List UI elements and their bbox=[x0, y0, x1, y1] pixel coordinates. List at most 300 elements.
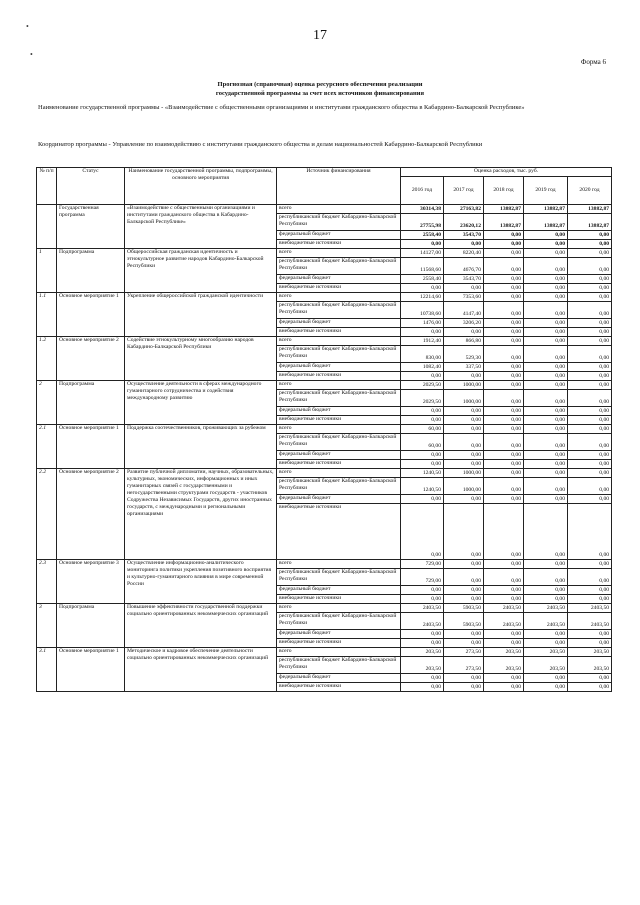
amount-cell: 0,00 bbox=[524, 569, 568, 586]
amount-cell: 0,00 bbox=[524, 595, 568, 604]
amount-cell: 0,00 bbox=[484, 469, 524, 478]
amount-cell: 0,00 bbox=[484, 381, 524, 390]
amount-cell: 203,50 bbox=[401, 648, 444, 657]
funding-source: всего bbox=[277, 648, 401, 657]
row-number: 2 bbox=[37, 381, 57, 425]
funding-source: внебюджетные источники bbox=[277, 328, 401, 337]
amount-cell: 0,00 bbox=[568, 302, 612, 319]
table-row bbox=[37, 205, 612, 214]
funding-source: внебюджетные источники bbox=[277, 683, 401, 692]
amount-cell: 0,00 bbox=[484, 240, 524, 249]
amount-cell: 0,00 bbox=[484, 407, 524, 416]
amount-cell: 0,00 bbox=[444, 407, 484, 416]
amount-cell: 0,00 bbox=[484, 390, 524, 407]
amount-cell: 0,00 bbox=[524, 407, 568, 416]
row-status: Подпрограмма bbox=[57, 604, 125, 648]
amount-cell: 0,00 bbox=[444, 630, 484, 639]
row-name: Поддержка соотечественников, проживающих за рубежом bbox=[125, 425, 277, 469]
funding-source: внебюджетные источники bbox=[277, 240, 401, 249]
amount-cell: 0,00 bbox=[484, 586, 524, 595]
amount-cell: 0,00 bbox=[484, 275, 524, 284]
row-number: 2.1 bbox=[37, 425, 57, 469]
amount-cell: 0,00 bbox=[484, 328, 524, 337]
funding-source: республиканский бюджет Кабардино-Балкарской Республики bbox=[277, 214, 401, 231]
amount-cell: 0,00 bbox=[484, 630, 524, 639]
amount-cell: 2403,50 bbox=[524, 613, 568, 630]
row-name: Повышение эффективности государственной поддержки социально ориентированных некоммерческих организаций bbox=[125, 604, 277, 648]
funding-source: республиканский бюджет Кабардино-Балкарской Республики bbox=[277, 434, 401, 451]
amount-cell: 0,00 bbox=[568, 586, 612, 595]
amount-cell: 60,00 bbox=[401, 425, 444, 434]
funding-source: всего bbox=[277, 249, 401, 258]
amount-cell: 0,00 bbox=[568, 639, 612, 648]
amount-cell: 1000,00 bbox=[444, 469, 484, 478]
row-status: Основное мероприятие 2 bbox=[57, 337, 125, 381]
amount-cell: 8220,40 bbox=[444, 249, 484, 258]
funding-source: федеральный бюджет bbox=[277, 319, 401, 328]
amount-cell: 0,00 bbox=[401, 586, 444, 595]
amount-cell: 27163,82 bbox=[444, 205, 484, 214]
amount-cell: 13882,87 bbox=[524, 214, 568, 231]
amount-cell: 1240,50 bbox=[401, 478, 444, 495]
amount-cell: 0,00 bbox=[484, 434, 524, 451]
amount-cell: 0,00 bbox=[568, 284, 612, 293]
amount-cell: 0,00 bbox=[568, 407, 612, 416]
amount-cell: 203,50 bbox=[524, 648, 568, 657]
funding-source: всего bbox=[277, 293, 401, 302]
amount-cell: 0,00 bbox=[568, 504, 612, 560]
amount-cell: 0,00 bbox=[484, 249, 524, 258]
table-row bbox=[37, 249, 612, 258]
amount-cell: 10738,60 bbox=[401, 302, 444, 319]
amount-cell: 2558,40 bbox=[401, 231, 444, 240]
amount-cell: 4147,40 bbox=[444, 302, 484, 319]
amount-cell: 0,00 bbox=[568, 240, 612, 249]
amount-cell: 0,00 bbox=[444, 586, 484, 595]
amount-cell: 0,00 bbox=[484, 302, 524, 319]
amount-cell: 0,00 bbox=[524, 372, 568, 381]
amount-cell: 529,30 bbox=[444, 346, 484, 363]
amount-cell: 0,00 bbox=[568, 363, 612, 372]
amount-cell: 13882,87 bbox=[484, 205, 524, 214]
coordinator-line: Координатор программы - Управление по взаимодействию с институтами гражданского общества и делам национальностей Кабардино-Балкарской Республики bbox=[38, 141, 483, 148]
funding-source: республиканский бюджет Кабардино-Балкарской Республики bbox=[277, 390, 401, 407]
amount-cell: 0,00 bbox=[568, 595, 612, 604]
row-number: 1.1 bbox=[37, 293, 57, 337]
amount-cell: 830,00 bbox=[401, 346, 444, 363]
document-title bbox=[60, 80, 580, 98]
amount-cell: 0,00 bbox=[568, 390, 612, 407]
amount-cell: 0,00 bbox=[444, 569, 484, 586]
amount-cell: 0,00 bbox=[484, 337, 524, 346]
amount-cell: 0,00 bbox=[444, 560, 484, 569]
amount-cell: 0,00 bbox=[524, 390, 568, 407]
amount-cell: 273,50 bbox=[444, 657, 484, 674]
amount-cell: 0,00 bbox=[484, 284, 524, 293]
amount-cell: 203,50 bbox=[568, 648, 612, 657]
amount-cell: 0,00 bbox=[568, 337, 612, 346]
amount-cell: 4676,70 bbox=[444, 258, 484, 275]
funding-source: федеральный бюджет bbox=[277, 275, 401, 284]
amount-cell: 0,00 bbox=[524, 249, 568, 258]
amount-cell: 0,00 bbox=[401, 630, 444, 639]
amount-cell: 1000,00 bbox=[444, 381, 484, 390]
amount-cell: 0,00 bbox=[484, 425, 524, 434]
amount-cell: 2029,50 bbox=[401, 390, 444, 407]
row-number: 2.3 bbox=[37, 560, 57, 604]
funding-source: федеральный бюджет bbox=[277, 630, 401, 639]
amount-cell: 0,00 bbox=[524, 346, 568, 363]
amount-cell: 5903,50 bbox=[444, 613, 484, 630]
amount-cell: 13882,87 bbox=[524, 205, 568, 214]
amount-cell: 0,00 bbox=[444, 460, 484, 469]
row-name: Общероссийская гражданская идентичность и этнокультурное развитие народов Кабардино-Балкарской Республики bbox=[125, 249, 277, 293]
funding-source: республиканский бюджет Кабардино-Балкарской Республики bbox=[277, 569, 401, 586]
amount-cell: 0,00 bbox=[401, 451, 444, 460]
funding-source: внебюджетные источники bbox=[277, 639, 401, 648]
row-name: Осуществление информационно-аналитического мониторинга политики укрепления позитивного восприятия и культурно-гуманитарного влияния в мире современной России bbox=[125, 560, 277, 604]
amount-cell: 2558,40 bbox=[401, 275, 444, 284]
funding-source: республиканский бюджет Кабардино-Балкарской Республики bbox=[277, 657, 401, 674]
amount-cell: 0,00 bbox=[484, 346, 524, 363]
amount-cell: 0,00 bbox=[484, 595, 524, 604]
amount-cell: 729,00 bbox=[401, 569, 444, 586]
amount-cell: 0,00 bbox=[524, 302, 568, 319]
amount-cell: 0,00 bbox=[401, 504, 444, 560]
program-name-line: Наименование государственной программы - «Взаимодействие с общественными организациями и институтами гражданского общества в Кабардино-Балкарской Республике» bbox=[38, 104, 525, 111]
funding-source: внебюджетные источники bbox=[277, 372, 401, 381]
funding-source: всего bbox=[277, 381, 401, 390]
amount-cell: 0,00 bbox=[568, 416, 612, 425]
amount-cell: 0,00 bbox=[484, 372, 524, 381]
amount-cell: 729,00 bbox=[401, 560, 444, 569]
amount-cell: 1082,40 bbox=[401, 363, 444, 372]
funding-source: федеральный бюджет bbox=[277, 586, 401, 595]
header-num: № п/п bbox=[37, 168, 57, 205]
funding-source: федеральный бюджет bbox=[277, 674, 401, 683]
amount-cell: 0,00 bbox=[444, 451, 484, 460]
amount-cell: 1476,00 bbox=[401, 319, 444, 328]
amount-cell: 0,00 bbox=[568, 451, 612, 460]
amount-cell: 2403,50 bbox=[484, 604, 524, 613]
amount-cell: 203,50 bbox=[484, 657, 524, 674]
row-status: Государственная программа bbox=[57, 205, 125, 249]
amount-cell: 0,00 bbox=[401, 639, 444, 648]
row-number bbox=[37, 205, 57, 249]
row-name: Методическое и кадровое обеспечение деятельности социально ориентированных некоммерческих организаций bbox=[125, 648, 277, 692]
amount-cell: 0,00 bbox=[524, 683, 568, 692]
funding-source: республиканский бюджет Кабардино-Балкарской Республики bbox=[277, 258, 401, 275]
amount-cell: 2403,50 bbox=[524, 604, 568, 613]
amount-cell: 0,00 bbox=[568, 495, 612, 504]
amount-cell: 0,00 bbox=[524, 319, 568, 328]
table-row bbox=[37, 560, 612, 569]
amount-cell: 13882,87 bbox=[484, 214, 524, 231]
amount-cell: 0,00 bbox=[524, 478, 568, 495]
funding-source: федеральный бюджет bbox=[277, 407, 401, 416]
header-year: 2016 год bbox=[401, 177, 444, 205]
amount-cell: 0,00 bbox=[524, 381, 568, 390]
amount-cell: 0,00 bbox=[444, 504, 484, 560]
amount-cell: 0,00 bbox=[524, 284, 568, 293]
corner-mark: • bbox=[30, 50, 33, 59]
funding-source: внебюджетные источники bbox=[277, 595, 401, 604]
amount-cell: 0,00 bbox=[444, 284, 484, 293]
row-status: Основное мероприятие 2 bbox=[57, 469, 125, 560]
row-name: Содействие этнокультурному многообразию народов Кабардино-Балкарской Республики bbox=[125, 337, 277, 381]
amount-cell: 3543,70 bbox=[444, 275, 484, 284]
row-name: «Взаимодействие с общественными организациями и институтами гражданского общества в Кабардино-Балкарской Республике» bbox=[125, 205, 277, 249]
amount-cell: 0,00 bbox=[444, 416, 484, 425]
header-status: Статус bbox=[57, 168, 125, 205]
amount-cell: 0,00 bbox=[568, 630, 612, 639]
amount-cell: 0,00 bbox=[568, 683, 612, 692]
amount-cell: 0,00 bbox=[401, 495, 444, 504]
amount-cell: 1240,50 bbox=[401, 469, 444, 478]
table-row bbox=[37, 381, 612, 390]
amount-cell: 0,00 bbox=[524, 460, 568, 469]
amount-cell: 203,50 bbox=[484, 648, 524, 657]
amount-cell: 0,00 bbox=[568, 319, 612, 328]
table-row bbox=[37, 648, 612, 657]
amount-cell: 0,00 bbox=[524, 560, 568, 569]
amount-cell: 0,00 bbox=[568, 372, 612, 381]
amount-cell: 0,00 bbox=[524, 416, 568, 425]
amount-cell: 0,00 bbox=[524, 240, 568, 249]
amount-cell: 0,00 bbox=[568, 293, 612, 302]
amount-cell: 0,00 bbox=[524, 425, 568, 434]
amount-cell: 0,00 bbox=[484, 674, 524, 683]
amount-cell: 14127,00 bbox=[401, 249, 444, 258]
funding-source: внебюджетные источники bbox=[277, 416, 401, 425]
header-year: 2020 год bbox=[568, 177, 612, 205]
row-number: 3 bbox=[37, 604, 57, 648]
row-status: Основное мероприятие 1 bbox=[57, 293, 125, 337]
funding-source: внебюджетные источники bbox=[277, 504, 401, 560]
amount-cell: 2403,50 bbox=[401, 604, 444, 613]
amount-cell: 203,50 bbox=[568, 657, 612, 674]
table-row bbox=[37, 604, 612, 613]
amount-cell: 0,00 bbox=[484, 495, 524, 504]
funding-source: всего bbox=[277, 469, 401, 478]
amount-cell: 0,00 bbox=[524, 258, 568, 275]
funding-source: республиканский бюджет Кабардино-Балкарской Республики bbox=[277, 346, 401, 363]
amount-cell: 0,00 bbox=[524, 231, 568, 240]
amount-cell: 0,00 bbox=[568, 231, 612, 240]
amount-cell: 13882,87 bbox=[568, 205, 612, 214]
amount-cell: 0,00 bbox=[484, 258, 524, 275]
funding-source: всего bbox=[277, 425, 401, 434]
amount-cell: 0,00 bbox=[524, 495, 568, 504]
amount-cell: 1912,40 bbox=[401, 337, 444, 346]
amount-cell: 3206,20 bbox=[444, 319, 484, 328]
header-source: Источник финансирования bbox=[277, 168, 401, 205]
amount-cell: 13882,87 bbox=[568, 214, 612, 231]
amount-cell: 0,00 bbox=[444, 425, 484, 434]
amount-cell: 0,00 bbox=[401, 595, 444, 604]
amount-cell: 0,00 bbox=[524, 363, 568, 372]
amount-cell: 30314,38 bbox=[401, 205, 444, 214]
amount-cell: 0,00 bbox=[568, 478, 612, 495]
page-number: 17 bbox=[313, 28, 327, 43]
row-status: Подпрограмма bbox=[57, 249, 125, 293]
header-name: Наименование государственной программы, подпрограммы, основного мероприятия bbox=[125, 168, 277, 205]
amount-cell: 1000,00 bbox=[444, 478, 484, 495]
amount-cell: 203,50 bbox=[524, 657, 568, 674]
form-label: Форма 6 bbox=[580, 58, 606, 66]
amount-cell: 866,80 bbox=[444, 337, 484, 346]
amount-cell: 27755,98 bbox=[401, 214, 444, 231]
table-row bbox=[37, 293, 612, 302]
amount-cell: 0,00 bbox=[524, 469, 568, 478]
corner-mark: • bbox=[26, 22, 29, 31]
amount-cell: 0,00 bbox=[401, 407, 444, 416]
amount-cell: 0,00 bbox=[524, 293, 568, 302]
amount-cell: 23620,12 bbox=[444, 214, 484, 231]
funding-source: всего bbox=[277, 337, 401, 346]
row-status: Основное мероприятие 1 bbox=[57, 425, 125, 469]
amount-cell: 0,00 bbox=[568, 425, 612, 434]
row-name: Осуществление деятельности в сферах международного гуманитарного сотрудничества и содействия международному развитию bbox=[125, 381, 277, 425]
amount-cell: 0,00 bbox=[568, 249, 612, 258]
funding-source: федеральный бюджет bbox=[277, 231, 401, 240]
amount-cell: 0,00 bbox=[568, 275, 612, 284]
amount-cell: 0,00 bbox=[401, 240, 444, 249]
amount-cell: 0,00 bbox=[484, 231, 524, 240]
header-year: 2019 год bbox=[524, 177, 568, 205]
amount-cell: 0,00 bbox=[401, 284, 444, 293]
amount-cell: 3543,70 bbox=[444, 231, 484, 240]
amount-cell: 0,00 bbox=[524, 639, 568, 648]
amount-cell: 0,00 bbox=[484, 569, 524, 586]
amount-cell: 0,00 bbox=[568, 469, 612, 478]
amount-cell: 0,00 bbox=[524, 328, 568, 337]
amount-cell: 60,00 bbox=[401, 434, 444, 451]
amount-cell: 337,50 bbox=[444, 363, 484, 372]
funding-source: всего bbox=[277, 604, 401, 613]
amount-cell: 2403,50 bbox=[484, 613, 524, 630]
amount-cell: 0,00 bbox=[484, 363, 524, 372]
amount-cell: 273,50 bbox=[444, 648, 484, 657]
table-row bbox=[37, 469, 612, 478]
amount-cell: 2403,50 bbox=[401, 613, 444, 630]
funding-source: всего bbox=[277, 560, 401, 569]
amount-cell: 0,00 bbox=[524, 337, 568, 346]
amount-cell: 0,00 bbox=[484, 293, 524, 302]
amount-cell: 0,00 bbox=[484, 504, 524, 560]
amount-cell: 0,00 bbox=[568, 434, 612, 451]
amount-cell: 0,00 bbox=[524, 434, 568, 451]
row-name: Укрепление общероссийской гражданской идентичности bbox=[125, 293, 277, 337]
amount-cell: 0,00 bbox=[524, 451, 568, 460]
amount-cell: 0,00 bbox=[524, 674, 568, 683]
amount-cell: 0,00 bbox=[401, 683, 444, 692]
amount-cell: 0,00 bbox=[484, 319, 524, 328]
row-number: 1 bbox=[37, 249, 57, 293]
amount-cell: 0,00 bbox=[484, 683, 524, 692]
funding-source: федеральный бюджет bbox=[277, 451, 401, 460]
title-line: государственной программы за счет всех источников финансирования bbox=[215, 90, 425, 97]
amount-cell: 0,00 bbox=[401, 674, 444, 683]
funding-source: республиканский бюджет Кабардино-Балкарской Республики bbox=[277, 613, 401, 630]
amount-cell: 2403,50 bbox=[568, 604, 612, 613]
amount-cell: 0,00 bbox=[401, 460, 444, 469]
funding-source: республиканский бюджет Кабардино-Балкарской Республики bbox=[277, 478, 401, 495]
table-row bbox=[37, 337, 612, 346]
row-status: Основное мероприятие 3 bbox=[57, 560, 125, 604]
amount-cell: 0,00 bbox=[444, 683, 484, 692]
amount-cell: 0,00 bbox=[444, 595, 484, 604]
amount-cell: 2029,50 bbox=[401, 381, 444, 390]
resource-table bbox=[36, 167, 612, 692]
amount-cell: 0,00 bbox=[401, 328, 444, 337]
funding-source: республиканский бюджет Кабардино-Балкарской Республики bbox=[277, 302, 401, 319]
header-year: 2018 год bbox=[484, 177, 524, 205]
row-name: Развитие публичной дипломатии, научных, образовательных, культурных, экономических, информационных и иных гуманитарных связей с государственными и негосударственными структурами государств - участников Содружества Независимых Государств, других иностранных государств, с международными и региональными организациями bbox=[125, 469, 277, 560]
amount-cell: 0,00 bbox=[484, 416, 524, 425]
row-number: 1.2 bbox=[37, 337, 57, 381]
amount-cell: 0,00 bbox=[444, 434, 484, 451]
header-estimate: Оценка расходов, тыс. руб. bbox=[401, 168, 612, 177]
amount-cell: 5903,50 bbox=[444, 604, 484, 613]
row-number: 3.1 bbox=[37, 648, 57, 692]
amount-cell: 0,00 bbox=[568, 346, 612, 363]
amount-cell: 0,00 bbox=[444, 674, 484, 683]
amount-cell: 0,00 bbox=[401, 372, 444, 381]
amount-cell: 0,00 bbox=[524, 630, 568, 639]
amount-cell: 0,00 bbox=[484, 478, 524, 495]
amount-cell: 12214,60 bbox=[401, 293, 444, 302]
amount-cell: 0,00 bbox=[444, 372, 484, 381]
amount-cell: 0,00 bbox=[484, 560, 524, 569]
amount-cell: 0,00 bbox=[568, 569, 612, 586]
amount-cell: 0,00 bbox=[524, 586, 568, 595]
amount-cell: 0,00 bbox=[444, 328, 484, 337]
amount-cell: 0,00 bbox=[568, 460, 612, 469]
amount-cell: 0,00 bbox=[568, 381, 612, 390]
row-status: Подпрограмма bbox=[57, 381, 125, 425]
amount-cell: 0,00 bbox=[568, 258, 612, 275]
amount-cell: 2403,50 bbox=[568, 613, 612, 630]
amount-cell: 203,50 bbox=[401, 657, 444, 674]
amount-cell: 7353,60 bbox=[444, 293, 484, 302]
amount-cell: 0,00 bbox=[524, 504, 568, 560]
amount-cell: 0,00 bbox=[484, 460, 524, 469]
funding-source: внебюджетные источники bbox=[277, 460, 401, 469]
amount-cell: 0,00 bbox=[524, 275, 568, 284]
header-year: 2017 год bbox=[444, 177, 484, 205]
amount-cell: 0,00 bbox=[444, 240, 484, 249]
amount-cell: 0,00 bbox=[568, 674, 612, 683]
funding-source: федеральный бюджет bbox=[277, 495, 401, 504]
funding-source: федеральный бюджет bbox=[277, 363, 401, 372]
amount-cell: 0,00 bbox=[444, 639, 484, 648]
amount-cell: 0,00 bbox=[484, 451, 524, 460]
amount-cell: 0,00 bbox=[401, 416, 444, 425]
title-line: Прогнозная (справочная) оценка ресурсного обеспечения реализации bbox=[217, 81, 423, 88]
row-status: Основное мероприятие 1 bbox=[57, 648, 125, 692]
funding-source: внебюджетные источники bbox=[277, 284, 401, 293]
amount-cell: 0,00 bbox=[568, 328, 612, 337]
funding-source: всего bbox=[277, 205, 401, 214]
amount-cell: 0,00 bbox=[568, 560, 612, 569]
amount-cell: 0,00 bbox=[444, 495, 484, 504]
amount-cell: 0,00 bbox=[484, 639, 524, 648]
amount-cell: 1000,00 bbox=[444, 390, 484, 407]
row-number: 2.2 bbox=[37, 469, 57, 560]
table-row bbox=[37, 425, 612, 434]
amount-cell: 11568,60 bbox=[401, 258, 444, 275]
